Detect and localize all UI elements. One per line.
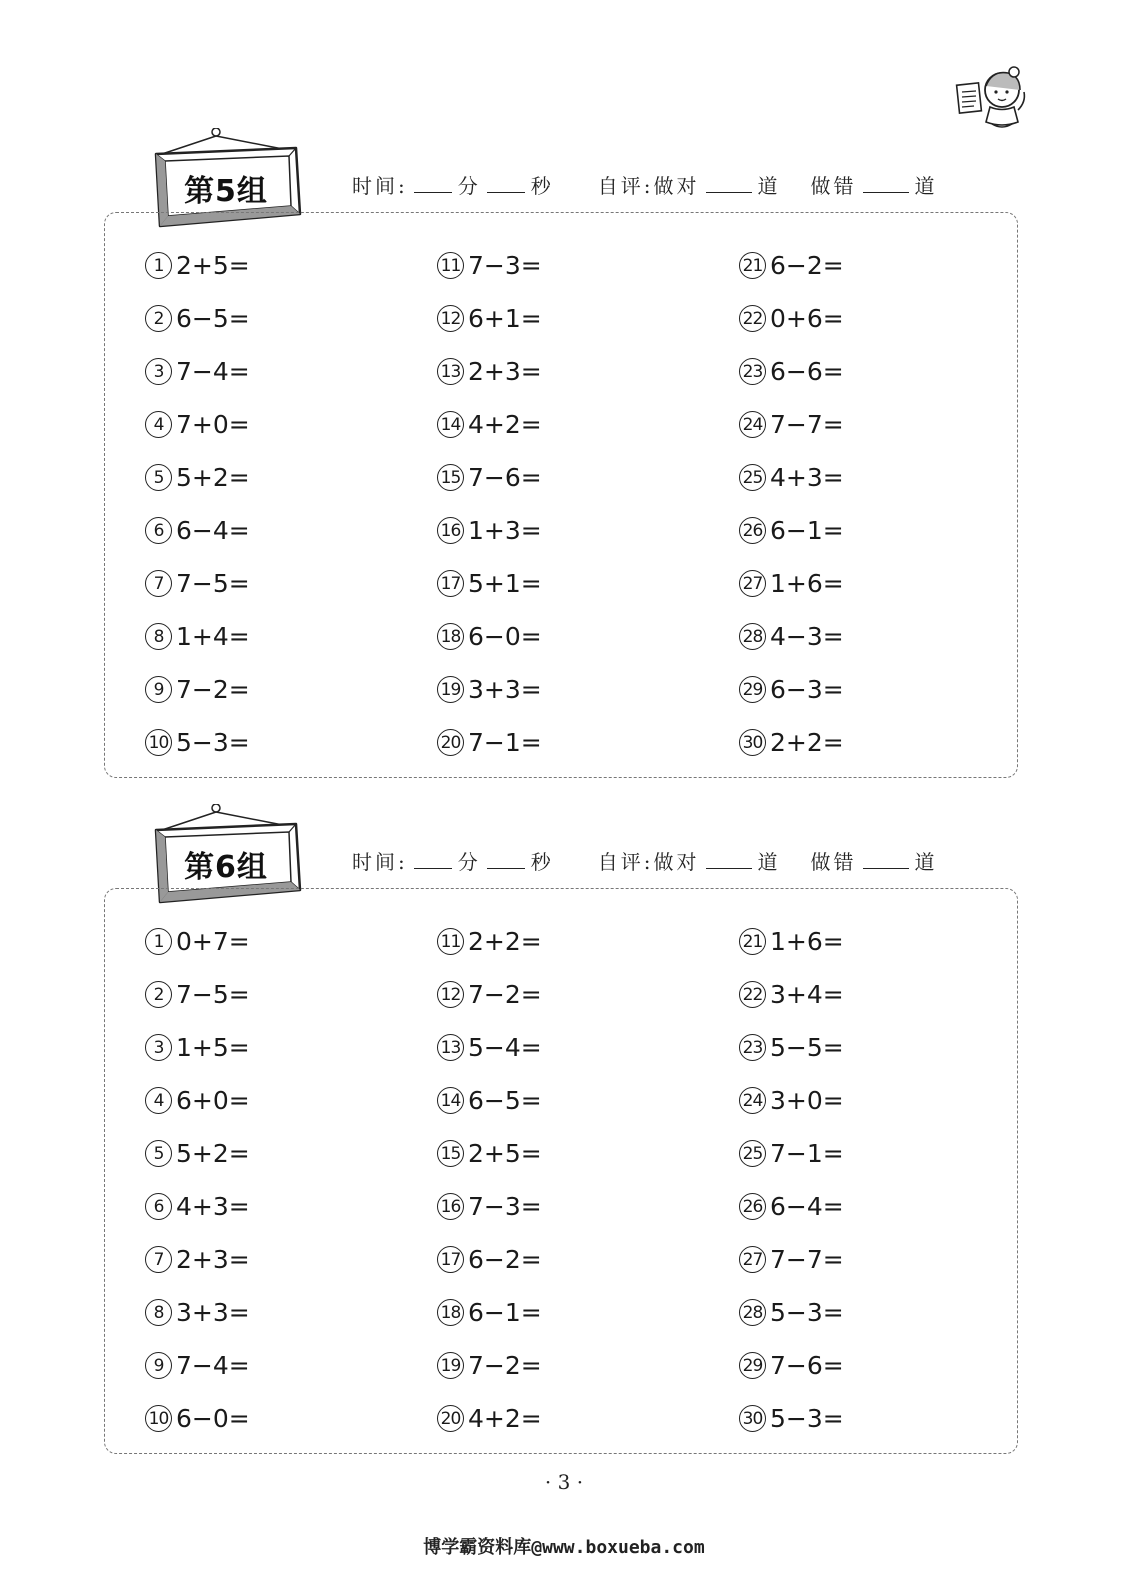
problem-number-circle: 6 xyxy=(145,517,172,544)
problem-number-circle: 15 xyxy=(437,1140,464,1167)
problem-item xyxy=(145,1286,437,1339)
problem-number-circle: 13 xyxy=(437,1034,464,1061)
problem-expression: 6−3= xyxy=(770,675,844,704)
problem-item xyxy=(145,398,437,451)
problem-number-circle: 15 xyxy=(437,464,464,491)
problem-number-circle: 4 xyxy=(145,411,172,438)
problem-expression: 5−3= xyxy=(770,1298,844,1327)
problem-item xyxy=(437,716,739,769)
problem-expression: 6−0= xyxy=(176,1404,250,1433)
problem-item xyxy=(145,663,437,716)
group-title: 第6组 xyxy=(184,850,268,885)
problems-box xyxy=(104,212,1018,778)
problem-expression: 2+5= xyxy=(176,251,250,280)
time-label: 时间: xyxy=(352,174,408,198)
problem-expression: 7−7= xyxy=(770,1245,844,1274)
score-header xyxy=(352,846,938,875)
problem-expression: 3+0= xyxy=(770,1086,844,1115)
problem-expression: 7−2= xyxy=(468,980,542,1009)
seconds-blank xyxy=(487,850,525,869)
problem-expression: 1+6= xyxy=(770,569,844,598)
minute-unit: 分 xyxy=(457,850,481,874)
problem-item xyxy=(145,1339,437,1392)
problem-item xyxy=(739,504,979,557)
score-header xyxy=(352,170,938,199)
problem-item xyxy=(739,1180,979,1233)
problem-item xyxy=(437,610,739,663)
problem-expression: 5−3= xyxy=(176,728,250,757)
problem-number-circle: 4 xyxy=(145,1087,172,1114)
problem-number-circle: 22 xyxy=(739,305,766,332)
problem-item xyxy=(437,663,739,716)
problem-expression: 2+5= xyxy=(468,1139,542,1168)
problem-number-circle: 21 xyxy=(739,252,766,279)
problem-item xyxy=(437,1021,739,1074)
problem-expression: 5−4= xyxy=(468,1033,542,1062)
problem-item xyxy=(739,1339,979,1392)
problem-grid xyxy=(145,915,979,1445)
problem-item xyxy=(739,1021,979,1074)
problem-item xyxy=(437,292,739,345)
problem-number-circle: 19 xyxy=(437,676,464,703)
problem-expression: 6−4= xyxy=(176,516,250,545)
minutes-blank xyxy=(414,174,452,193)
problem-item xyxy=(437,1180,739,1233)
problem-item xyxy=(437,1339,739,1392)
problem-expression: 2+3= xyxy=(468,357,542,386)
correct-count-blank xyxy=(706,174,752,193)
problem-number-circle: 18 xyxy=(437,1299,464,1326)
problem-expression: 6−5= xyxy=(468,1086,542,1115)
problem-expression: 6−1= xyxy=(770,516,844,545)
problem-item xyxy=(145,239,437,292)
problem-expression: 5−3= xyxy=(770,1404,844,1433)
problem-expression: 3+4= xyxy=(770,980,844,1009)
wrong-count-blank xyxy=(863,850,909,869)
problem-item xyxy=(145,1392,437,1445)
second-unit: 秒 xyxy=(530,174,554,198)
problem-number-circle: 20 xyxy=(437,1405,464,1432)
problem-item xyxy=(739,451,979,504)
problem-number-circle: 16 xyxy=(437,517,464,544)
wrong-count-blank xyxy=(863,174,909,193)
problem-item xyxy=(437,1286,739,1339)
problem-number-circle: 10 xyxy=(145,729,172,756)
problem-expression: 6−1= xyxy=(468,1298,542,1327)
problem-number-circle: 25 xyxy=(739,1140,766,1167)
problem-number-circle: 11 xyxy=(437,928,464,955)
problem-number-circle: 20 xyxy=(437,729,464,756)
problem-expression: 1+5= xyxy=(176,1033,250,1062)
problem-expression: 0+7= xyxy=(176,927,250,956)
problem-grid xyxy=(145,239,979,769)
problem-expression: 2+2= xyxy=(770,728,844,757)
problem-number-circle: 7 xyxy=(145,1246,172,1273)
problem-expression: 0+6= xyxy=(770,304,844,333)
problem-item xyxy=(739,968,979,1021)
problem-item xyxy=(145,610,437,663)
problem-expression: 2+3= xyxy=(176,1245,250,1274)
problem-expression: 7−3= xyxy=(468,251,542,280)
problem-item xyxy=(437,1392,739,1445)
eval-label: 自评:做对 xyxy=(597,850,700,874)
page-number: · 3 · xyxy=(544,1470,584,1494)
problem-expression: 5+1= xyxy=(468,569,542,598)
problem-item xyxy=(437,451,739,504)
problem-item xyxy=(145,1127,437,1180)
problem-number-circle: 9 xyxy=(145,1352,172,1379)
problem-item xyxy=(739,1392,979,1445)
problem-expression: 1+4= xyxy=(176,622,250,651)
problem-number-circle: 18 xyxy=(437,623,464,650)
problem-number-circle: 27 xyxy=(739,570,766,597)
problem-number-circle: 13 xyxy=(437,358,464,385)
problem-number-circle: 25 xyxy=(739,464,766,491)
problem-expression: 6−5= xyxy=(176,304,250,333)
problem-number-circle: 8 xyxy=(145,623,172,650)
problem-number-circle: 24 xyxy=(739,1087,766,1114)
problem-number-circle: 16 xyxy=(437,1193,464,1220)
problem-number-circle: 8 xyxy=(145,1299,172,1326)
correct-unit: 道 xyxy=(757,174,781,198)
problem-item xyxy=(437,557,739,610)
problem-item xyxy=(437,1233,739,1286)
problem-item xyxy=(739,557,979,610)
group-title: 第5组 xyxy=(184,174,268,209)
problem-expression: 6−6= xyxy=(770,357,844,386)
problem-number-circle: 12 xyxy=(437,305,464,332)
problem-item xyxy=(145,292,437,345)
problem-number-circle: 24 xyxy=(739,411,766,438)
problem-item xyxy=(145,1233,437,1286)
problem-expression: 1+6= xyxy=(770,927,844,956)
problem-number-circle: 30 xyxy=(739,1405,766,1432)
problem-number-circle: 19 xyxy=(437,1352,464,1379)
time-label: 时间: xyxy=(352,850,408,874)
problem-number-circle: 26 xyxy=(739,1193,766,1220)
problem-number-circle: 2 xyxy=(145,981,172,1008)
correct-unit: 道 xyxy=(757,850,781,874)
problem-number-circle: 3 xyxy=(145,1034,172,1061)
problem-number-circle: 26 xyxy=(739,517,766,544)
problem-number-circle: 1 xyxy=(145,928,172,955)
problem-expression: 7−5= xyxy=(176,980,250,1009)
problem-expression: 3+3= xyxy=(468,675,542,704)
problem-number-circle: 5 xyxy=(145,1140,172,1167)
problem-number-circle: 9 xyxy=(145,676,172,703)
problem-item xyxy=(739,663,979,716)
problem-expression: 7−5= xyxy=(176,569,250,598)
problem-item xyxy=(739,915,979,968)
problem-expression: 4−3= xyxy=(770,622,844,651)
correct-count-blank xyxy=(706,850,752,869)
problem-expression: 7−2= xyxy=(468,1351,542,1380)
problem-expression: 1+3= xyxy=(468,516,542,545)
problem-expression: 7−4= xyxy=(176,357,250,386)
problem-item xyxy=(739,1286,979,1339)
problem-item xyxy=(145,345,437,398)
second-unit: 秒 xyxy=(530,850,554,874)
problem-expression: 7−1= xyxy=(468,728,542,757)
wrong-label: 做错 xyxy=(810,174,857,198)
problem-item xyxy=(437,915,739,968)
problem-item xyxy=(145,504,437,557)
problem-expression: 7−3= xyxy=(468,1192,542,1221)
minute-unit: 分 xyxy=(457,174,481,198)
problem-number-circle: 17 xyxy=(437,570,464,597)
problem-item xyxy=(145,1074,437,1127)
problem-item xyxy=(739,1074,979,1127)
problem-number-circle: 28 xyxy=(739,1299,766,1326)
problem-number-circle: 11 xyxy=(437,252,464,279)
problem-expression: 6+1= xyxy=(468,304,542,333)
problem-item xyxy=(739,1233,979,1286)
problem-number-circle: 7 xyxy=(145,570,172,597)
problem-number-circle: 17 xyxy=(437,1246,464,1273)
problem-expression: 7+0= xyxy=(176,410,250,439)
problem-item xyxy=(145,557,437,610)
seconds-blank xyxy=(487,174,525,193)
problem-item xyxy=(145,451,437,504)
problem-expression: 4+2= xyxy=(468,1404,542,1433)
problem-expression: 7−1= xyxy=(770,1139,844,1168)
problem-item xyxy=(437,968,739,1021)
eval-label: 自评:做对 xyxy=(597,174,700,198)
problem-number-circle: 10 xyxy=(145,1405,172,1432)
problem-item xyxy=(145,1021,437,1074)
problem-item xyxy=(739,345,979,398)
problem-item xyxy=(437,345,739,398)
problem-item xyxy=(739,292,979,345)
problem-item xyxy=(145,1180,437,1233)
wrong-unit: 道 xyxy=(914,174,938,198)
problem-expression: 7−7= xyxy=(770,410,844,439)
problem-item xyxy=(437,239,739,292)
problem-item xyxy=(145,968,437,1021)
problem-item xyxy=(739,610,979,663)
problem-number-circle: 29 xyxy=(739,1352,766,1379)
problem-item xyxy=(145,915,437,968)
problem-number-circle: 5 xyxy=(145,464,172,491)
problem-expression: 6−2= xyxy=(770,251,844,280)
problem-item xyxy=(145,716,437,769)
girl-with-clipboard-icon xyxy=(952,62,1034,132)
problem-expression: 7−6= xyxy=(770,1351,844,1380)
problem-expression: 6−4= xyxy=(770,1192,844,1221)
problem-item xyxy=(739,716,979,769)
problem-number-circle: 23 xyxy=(739,1034,766,1061)
problem-expression: 5−5= xyxy=(770,1033,844,1062)
problem-item xyxy=(739,398,979,451)
problem-number-circle: 6 xyxy=(145,1193,172,1220)
problem-item xyxy=(437,398,739,451)
wrong-label: 做错 xyxy=(810,850,857,874)
problem-number-circle: 1 xyxy=(145,252,172,279)
problem-item xyxy=(437,1074,739,1127)
problem-expression: 6−0= xyxy=(468,622,542,651)
problem-item xyxy=(739,239,979,292)
problem-item xyxy=(437,1127,739,1180)
problem-item xyxy=(739,1127,979,1180)
problem-number-circle: 21 xyxy=(739,928,766,955)
problem-number-circle: 14 xyxy=(437,411,464,438)
problem-expression: 7−4= xyxy=(176,1351,250,1380)
problem-expression: 2+2= xyxy=(468,927,542,956)
problem-expression: 5+2= xyxy=(176,1139,250,1168)
problem-expression: 4+2= xyxy=(468,410,542,439)
problem-expression: 5+2= xyxy=(176,463,250,492)
problem-expression: 7−6= xyxy=(468,463,542,492)
problem-number-circle: 14 xyxy=(437,1087,464,1114)
problem-number-circle: 27 xyxy=(739,1246,766,1273)
problem-number-circle: 3 xyxy=(145,358,172,385)
problem-expression: 3+3= xyxy=(176,1298,250,1327)
problem-expression: 4+3= xyxy=(770,463,844,492)
problem-number-circle: 28 xyxy=(739,623,766,650)
wrong-unit: 道 xyxy=(914,850,938,874)
problems-box xyxy=(104,888,1018,1454)
problem-number-circle: 23 xyxy=(739,358,766,385)
problem-number-circle: 30 xyxy=(739,729,766,756)
problem-number-circle: 29 xyxy=(739,676,766,703)
minutes-blank xyxy=(414,850,452,869)
problem-item xyxy=(437,504,739,557)
problem-expression: 6−2= xyxy=(468,1245,542,1274)
footer-watermark: 博学霸资料库@www.boxueba.com xyxy=(423,1537,705,1558)
problem-expression: 7−2= xyxy=(176,675,250,704)
problem-expression: 4+3= xyxy=(176,1192,250,1221)
problem-expression: 6+0= xyxy=(176,1086,250,1115)
problem-number-circle: 12 xyxy=(437,981,464,1008)
problem-number-circle: 22 xyxy=(739,981,766,1008)
problem-number-circle: 2 xyxy=(145,305,172,332)
